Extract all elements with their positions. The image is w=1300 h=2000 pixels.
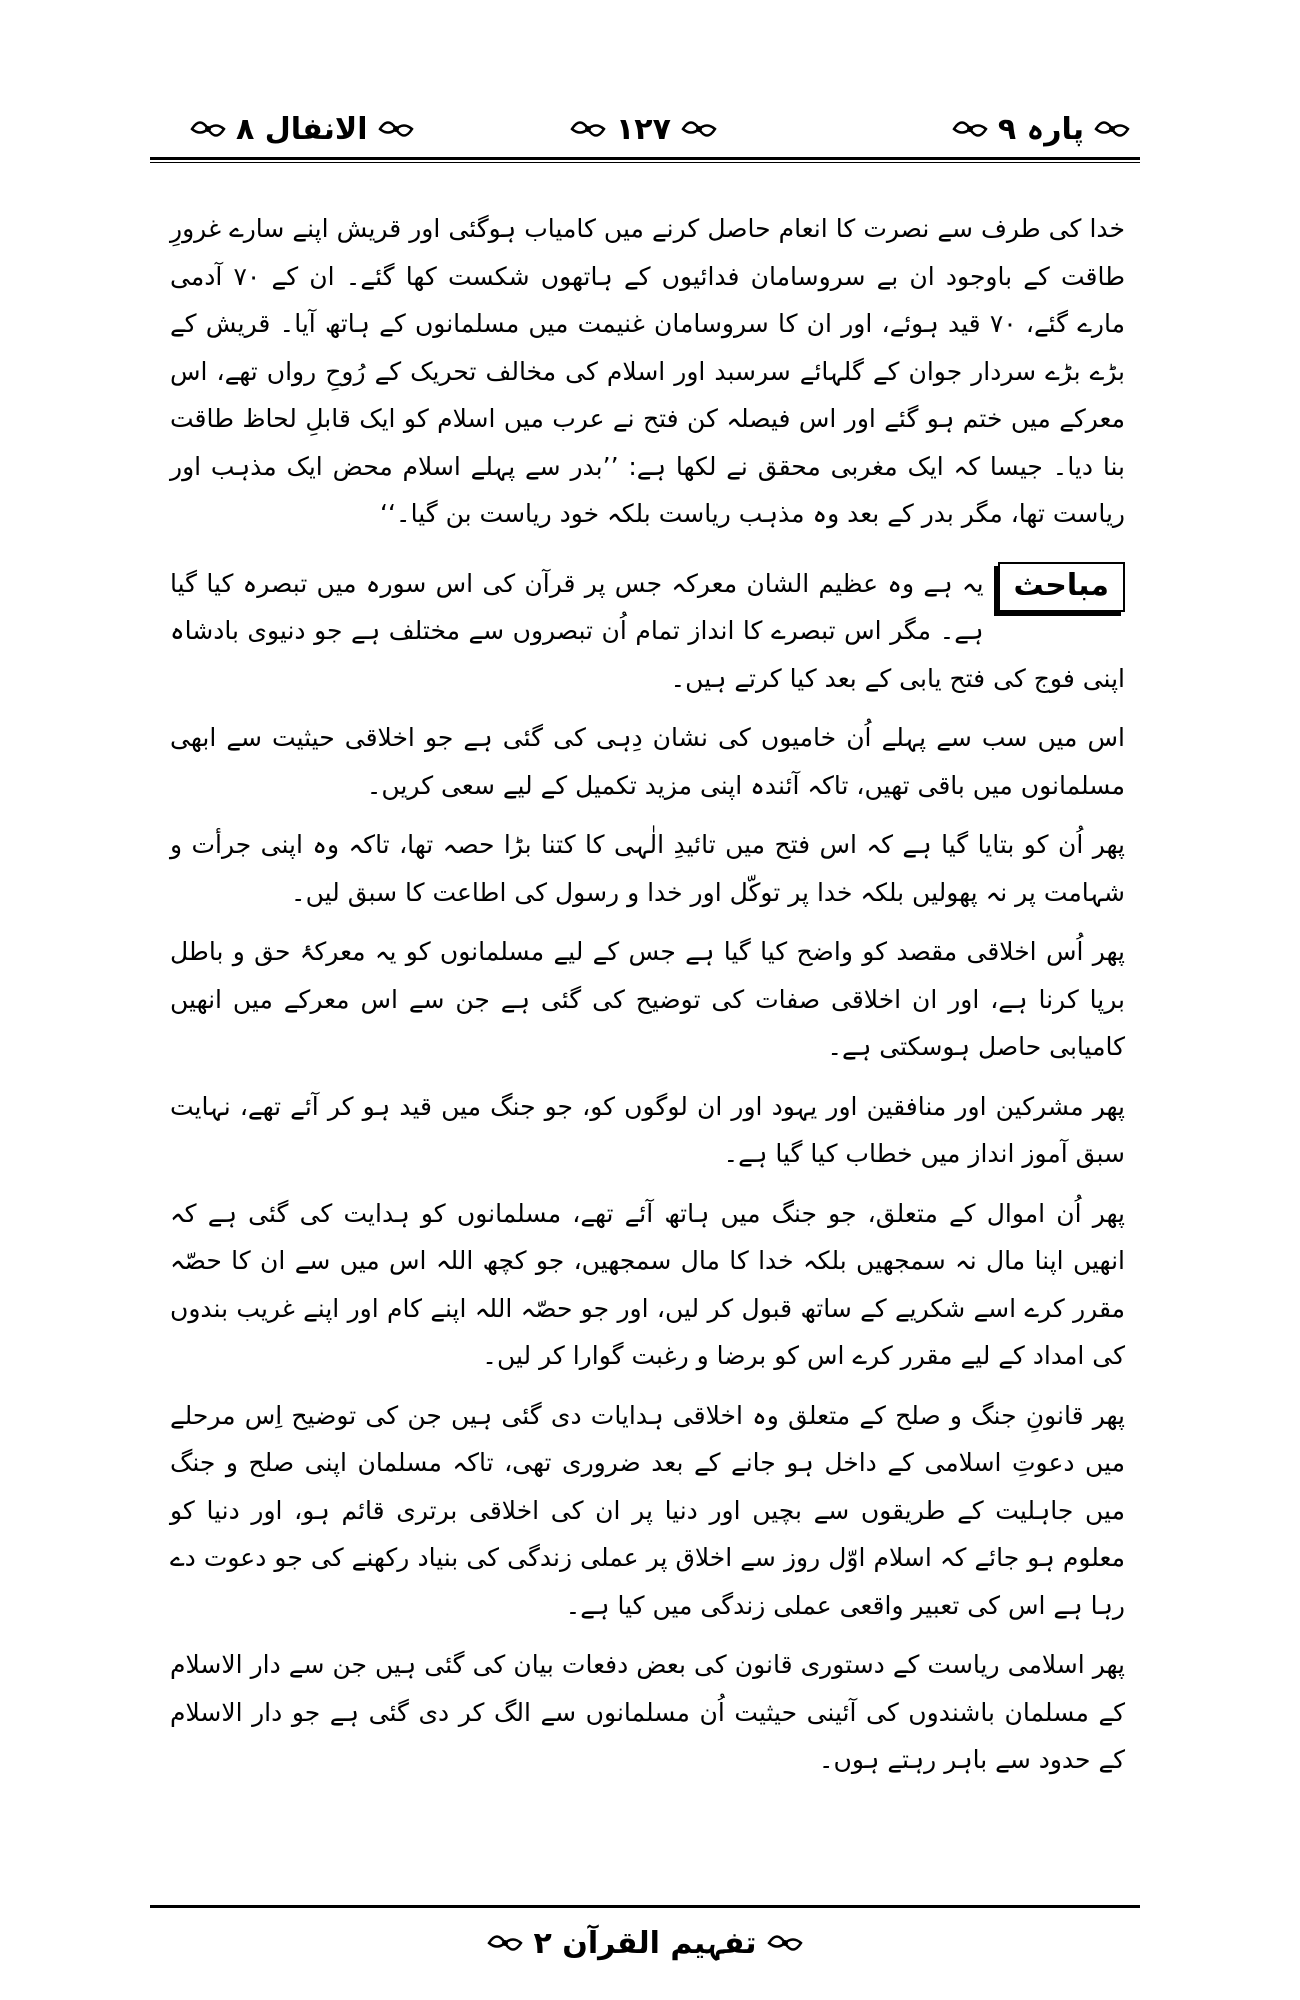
paragraph: یہ ہے وہ عظیم الشان معرکہ جس پر قرآن کی اس سورہ میں تبصرہ کیا گیا ہے۔ مگر اس تبصرے کا انداز تمام اُن تبصروں سے مختلف ہے جو دنیوی بادشاہ اپنی فوج کی فتح یابی کے بعد کیا کرتے ہیں۔ bbox=[170, 568, 1125, 693]
surah-name-text: الانفال ۸ bbox=[236, 111, 368, 147]
book-title-text: تفہیم القرآن ۲ bbox=[533, 1925, 757, 1961]
header-page-number bbox=[570, 105, 717, 153]
footer-rule bbox=[150, 1905, 1140, 1908]
ornament-icon bbox=[487, 1928, 523, 1958]
paragraph: پھر اُن کو بتایا گیا ہے کہ اس فتح میں تائیدِ الٰہی کا کتنا بڑا حصہ تھا، تاکہ وہ اپنی جرأت و شہامت پر نہ پھولیں بلکہ خدا پر توکّل اور خدا و رسول کی اطاعت کا سبق لیں۔ bbox=[170, 830, 1125, 907]
paragraph: پھر اُن اموال کے متعلق، جو جنگ میں ہاتھ آئے تھے، مسلمانوں کو ہدایت کی گئی ہے کہ انھیں اپنا مال نہ سمجھیں بلکہ خدا کا مال سمجھیں، جو کچھ اللہ اس میں سے ان کا حصّہ مقرر کرے اسے شکریے کے ساتھ قبول کر لیں، اور جو حصّہ اللہ اپنے کام اور اپنے غریب بندوں کی امداد کے لیے مقرر کرے اس کو برضا و رغبت گوارا کر لیں۔ bbox=[170, 1198, 1125, 1370]
header-surah-label bbox=[190, 105, 414, 153]
section-heading: مباحث bbox=[998, 562, 1125, 612]
page-number-text: ۱۲۷ bbox=[616, 111, 671, 147]
ornament-icon bbox=[378, 114, 414, 144]
ornament-icon bbox=[952, 114, 988, 144]
ornament-icon bbox=[190, 114, 226, 144]
paragraph: پھر اُس اخلاقی مقصد کو واضح کیا گیا ہے جس کے لیے مسلمانوں کو یہ معرکۂ حق و باطل برپا کرنا ہے، اور ان اخلاقی صفات کی توضیح کی گئی ہے جن سے اس معرکے میں انھیں کامیابی حاصل ہوسکتی ہے۔ bbox=[170, 937, 1125, 1061]
ornament-icon bbox=[1094, 114, 1130, 144]
part-number-text: پارہ ۹ bbox=[997, 111, 1084, 147]
page-footer bbox=[480, 1918, 810, 1968]
paragraph: پھر قانونِ جنگ و صلح کے متعلق وہ اخلاقی ہدایات دی گئی ہیں جن کی توضیح اِس مرحلے میں دعوتِ اسلامی کے داخل ہو جانے کے بعد ضروری تھی، تاکہ مسلمان اپنی صلح و جنگ میں جاہلیت کے طریقوں سے بچیں اور دنیا پر ان کی اخلاقی برتری قائم ہو، اور دنیا کو معلوم ہو جائے کہ اسلام اوّل روز سے اخلاق پر عملی زندگی کی بنیاد رکھنے کی جو دعوت دے رہا ہے اس کی تعبیر واقعی عملی زندگی میں کیا ہے۔ bbox=[170, 1400, 1125, 1620]
paragraph: اس میں سب سے پہلے اُن خامیوں کی نشان دِہی کی گئی ہے جو اخلاقی حیثیت سے ابھی مسلمانوں میں باقی تھیں، تاکہ آئندہ اپنی مزید تکمیل کے لیے سعی کریں۔ bbox=[170, 723, 1125, 800]
paragraph: خدا کی طرف سے نصرت کا انعام حاصل کرنے میں کامیاب ہوگئی اور قریش اپنے سارے غرورِ طاقت کے باوجود ان بے سروسامان فدائیوں کے ہاتھوں شکست کھا گئے۔ ان کے ۷۰ آدمی مارے گئے، ۷۰ قید ہوئے، اور ان کا سروسامان غنیمت میں مسلمانوں کے ہاتھ آیا۔ قریش کے بڑے بڑے سردار جوان کے گلہائے سرسبد اور اسلام کی مخالف تحریک کے رُوحِ رواں تھے، اس معرکے میں ختم ہو گئے اور اس فیصلہ کن فتح نے عرب میں اسلام کو ایک قابلِ لحاظ طاقت بنا دیا۔ جیسا کہ ایک مغربی محقق نے لکھا ہے: ’’بدر سے پہلے اسلام محض ایک مذہب اور ریاست تھا، مگر بدر کے بعد وہ مذہب ریاست بلکہ خود ریاست بن گیا۔‘‘ bbox=[170, 214, 1125, 528]
ornament-icon bbox=[767, 1928, 803, 1958]
header-rule bbox=[150, 157, 1140, 160]
header-rule-thin bbox=[150, 162, 1140, 163]
page-header bbox=[150, 95, 1140, 175]
paragraph: پھر اسلامی ریاست کے دستوری قانون کی بعض دفعات بیان کی گئی ہیں جن سے دار الاسلام کے مسلمان باشندوں کی آئینی حیثیت اُن مسلمانوں سے الگ کر دی گئی ہے جو دار الاسلام کے حدود سے باہر رہتے ہوں۔ bbox=[170, 1650, 1125, 1774]
paragraph: پھر مشرکین اور منافقین اور یہود اور ان لوگوں کو، جو جنگ میں قید ہو کر آئے تھے، نہایت سبق آموز انداز میں خطاب کیا گیا ہے۔ bbox=[170, 1091, 1125, 1168]
header-part-label bbox=[952, 105, 1130, 153]
ornament-icon bbox=[570, 114, 606, 144]
page-body bbox=[170, 205, 1125, 1784]
ornament-icon bbox=[681, 114, 717, 144]
mabahith-section bbox=[170, 560, 1125, 703]
